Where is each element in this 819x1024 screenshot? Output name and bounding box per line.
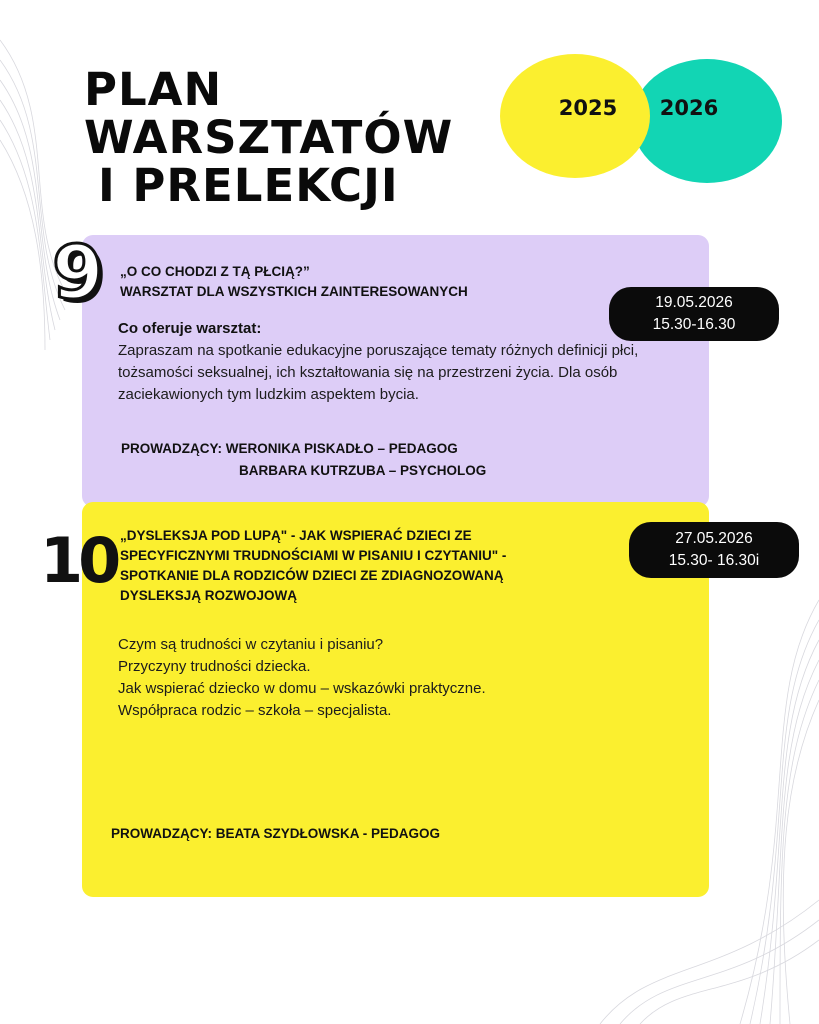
- year-circle-2026: [632, 59, 782, 183]
- event-10-date-badge: [629, 522, 799, 578]
- event-10-time: 15.30- 16.30i: [668, 552, 760, 569]
- event-10-heading: [120, 526, 610, 606]
- event-10-topic: Jak wspierać dziecko w domu – wskazówki praktyczne.: [118, 680, 486, 697]
- event-9-heading-line: „O CO CHODZI Z TĄ PŁCIĄ?”: [120, 264, 310, 279]
- event-10-leaders: PROWADZĄCY: BEATA SZYDŁOWSKA - PEDAGOG: [111, 826, 440, 841]
- event-10-heading-line: SPECYFICZNYMI TRUDNOŚCIAMI W PISANIU I CZYTANIU" -: [120, 548, 507, 563]
- event-9-heading: [120, 262, 590, 302]
- year-circle-2025: [500, 54, 650, 178]
- title-line-1: PLAN: [84, 63, 223, 116]
- event-9-time: 15.30-16.30: [652, 316, 736, 333]
- event-10-heading-line: „DYSLEKSJA POD LUPĄ" - JAK WSPIERAĆ DZIECI ZE: [120, 528, 472, 543]
- event-9-date-badge: [609, 287, 779, 341]
- year-2025-label: 2025: [558, 96, 618, 120]
- event-10-topic: Współpraca rodzic – szkoła – specjalista.: [118, 702, 392, 719]
- event-number-9: 9: [52, 230, 104, 316]
- event-9-date: 19.05.2026: [655, 294, 733, 311]
- page-title: [84, 63, 454, 212]
- title-line-3: I PRELEKCJI: [98, 159, 399, 212]
- event-10-date: 27.05.2026: [675, 530, 753, 547]
- event-10-topics: [118, 634, 678, 722]
- event-10-topic: Czym są trudności w czytaniu i pisaniu?: [118, 636, 384, 653]
- event-9-leaders-line-2: BARBARA KUTRZUBA – PSYCHOLOG: [239, 463, 487, 478]
- event-9-heading-line: WARSZTAT DLA WSZYSTKICH ZAINTERESOWANYCH: [120, 284, 468, 299]
- event-9-description: Zapraszam na spotkanie edukacyjne poruszające tematy różnych definicji płci, tożsamości seksualnej, ich kształtowania się na przestrzeni życia. Dla osób zaciekawionych tym ludzkim aspektem bycia.: [118, 342, 639, 403]
- event-9-leaders-line-1: PROWADZĄCY: WERONIKA PISKADŁO – PEDAGOG: [121, 441, 458, 456]
- event-10-topic: Przyczyny trudności dziecka.: [118, 658, 311, 675]
- year-2026-label: 2026: [659, 96, 719, 120]
- event-10-heading-line: DYSLEKSJĄ ROZWOJOWĄ: [120, 588, 298, 603]
- event-10-heading-line: SPOTKANIE DLA RODZICÓW DZIECI ZE ZDIAGNOZOWANĄ: [120, 568, 504, 583]
- event-9-subheading: Co oferuje warsztat:: [118, 320, 262, 337]
- event-number-10: 10: [40, 524, 117, 597]
- title-line-2: WARSZTATÓW: [84, 111, 454, 164]
